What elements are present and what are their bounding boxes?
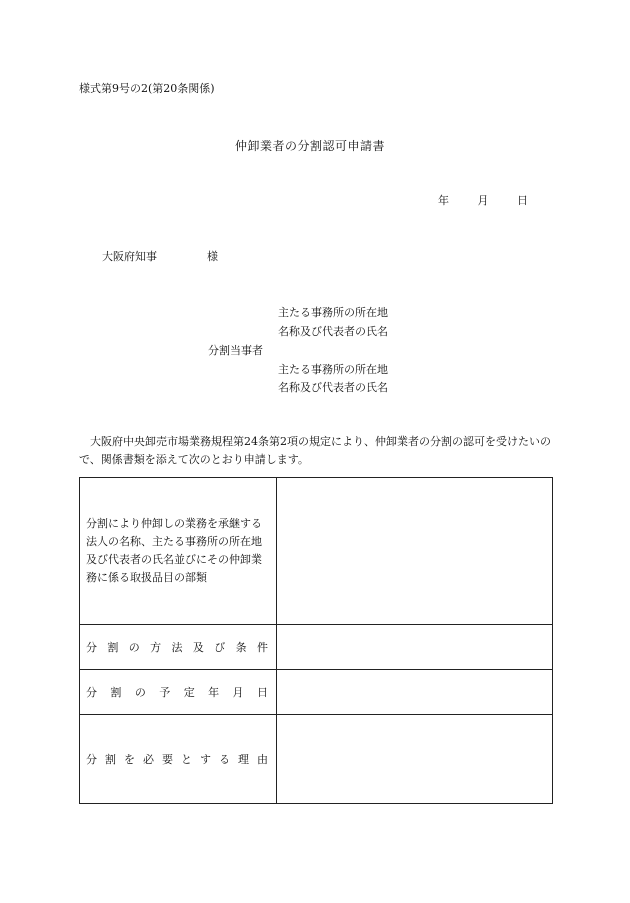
table-row [80, 670, 553, 715]
party-a-name-label: 名称及び代表者の氏名 [278, 325, 388, 338]
method-conditions-label-cell [80, 625, 277, 670]
method-conditions-field[interactable] [277, 625, 553, 670]
addressee-suffix: 様 [207, 250, 218, 263]
table-row [80, 625, 553, 670]
date-month-label: 月 [477, 194, 489, 207]
successor-info-field[interactable] [277, 478, 553, 625]
date-year-label: 年 [438, 194, 449, 207]
successor-info-label: 分割により仲卸しの業務を承継する法人の名称、主たる事務所の所在地及び代表者の氏名並びにその仲卸業務に係る取扱品目の部類 [86, 517, 262, 584]
party-a-address-label: 主たる事務所の所在地 [278, 306, 388, 319]
document-title: 仲卸業者の分割認可申請書 [234, 139, 385, 153]
table-row [80, 478, 553, 625]
table-row [80, 715, 553, 804]
scheduled-date-field[interactable] [277, 670, 553, 715]
date-line [438, 193, 528, 208]
method-conditions-label: 分 割 の 方 法 及 び 条 件 [86, 641, 268, 654]
application-body-text: 大阪府中央卸売市場業務規程第24条第2項の規定により、仲卸業者の分割の認可を受けたいので、関係書類を添えて次のとおり申請します。 [79, 435, 551, 466]
form-number: 様式第9号の2(第20条関係) [79, 82, 215, 95]
party-label: 分割当事者 [208, 344, 263, 357]
reason-label-cell [80, 715, 277, 804]
scheduled-date-label: 分 割 の 予 定 年 月 日 [86, 686, 268, 699]
reason-label: 分 割 を 必 要 と す る 理 由 [86, 753, 268, 766]
scheduled-date-label-cell [80, 670, 277, 715]
party-b-name-label: 名称及び代表者の氏名 [278, 381, 388, 394]
application-table [79, 477, 553, 804]
addressee-name: 大阪府知事 [102, 250, 157, 263]
date-day-label: 日 [517, 194, 528, 207]
successor-info-label-cell [80, 478, 277, 625]
party-b-address-label: 主たる事務所の所在地 [278, 363, 388, 376]
reason-field[interactable] [277, 715, 553, 804]
